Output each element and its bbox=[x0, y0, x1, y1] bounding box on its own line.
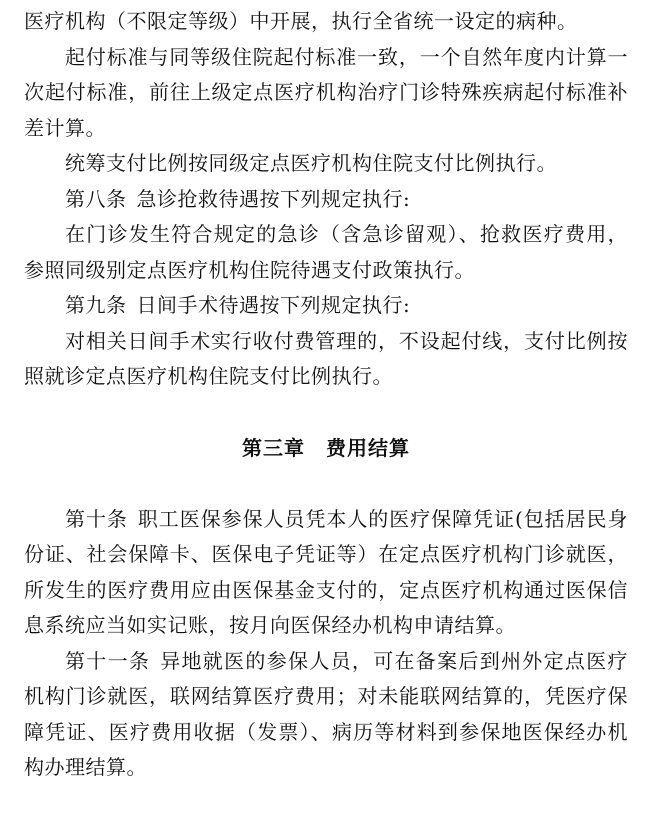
article-text: 急诊抢救待遇按下列规定执行: bbox=[136, 186, 411, 211]
article-label: 第九条 bbox=[65, 293, 127, 317]
article-text: 日间手术待遇按下列规定执行: bbox=[136, 293, 411, 317]
article-11 bbox=[24, 644, 628, 786]
article-9 bbox=[24, 288, 628, 324]
article-label: 第八条 bbox=[65, 186, 127, 211]
paragraph-payment-ratio bbox=[24, 146, 628, 182]
paragraph-text: 对相关日间手术实行收付费管理的，不设起付线，支付比例按照就诊定点医疗机构住院支付比例执行。 bbox=[24, 328, 628, 388]
article-text: 异地就医的参保人员，可在备案后到州外定点医疗机构门诊就医，联网结算医疗费用；对未能联网结算的，凭医疗保障凭证、医疗费用收据（发票）、病历等材料到参保地医保经办机构办理结算。 bbox=[24, 648, 629, 779]
article-text: 职工医保参保人员凭本人的医疗保障凭证(包括居民身份证、社会保障卡、医保电子凭证等）在定点医疗机构门诊就医，所发生的医疗费用应由医保基金支付的，定点医疗机构通过医保信息系统应当如实记账，按月向医保经办机构申请结算。 bbox=[24, 506, 629, 637]
article-label: 第十一条 bbox=[65, 648, 151, 673]
article-8 bbox=[24, 182, 628, 218]
paragraph-text: 医疗机构（不限定等级）中开展，执行全省统一设定的病种。 bbox=[24, 9, 578, 33]
chapter-heading: 第三章 费用结算 bbox=[242, 435, 410, 460]
article-10 bbox=[24, 502, 628, 644]
paragraph-deductible-standard bbox=[24, 40, 628, 147]
paragraph-day-surgery bbox=[24, 324, 628, 395]
paragraph-continuation bbox=[24, 4, 628, 40]
paragraph-text: 统筹支付比例按同级定点医疗机构住院支付比例执行。 bbox=[65, 151, 557, 175]
article-label: 第十条 bbox=[65, 506, 128, 531]
paragraph-text: 在门诊发生符合规定的急诊（含急诊留观）、抢救医疗费用，参照同级别定点医疗机构住院待遇支付政策执行。 bbox=[24, 222, 628, 282]
paragraph-text: 起付标准与同等级住院起付标准一致，一个自然年度内计算一次起付标准，前往上级定点医疗机构治疗门诊特殊疾病起付标准补差计算。 bbox=[24, 44, 628, 140]
paragraph-emergency bbox=[24, 217, 628, 288]
